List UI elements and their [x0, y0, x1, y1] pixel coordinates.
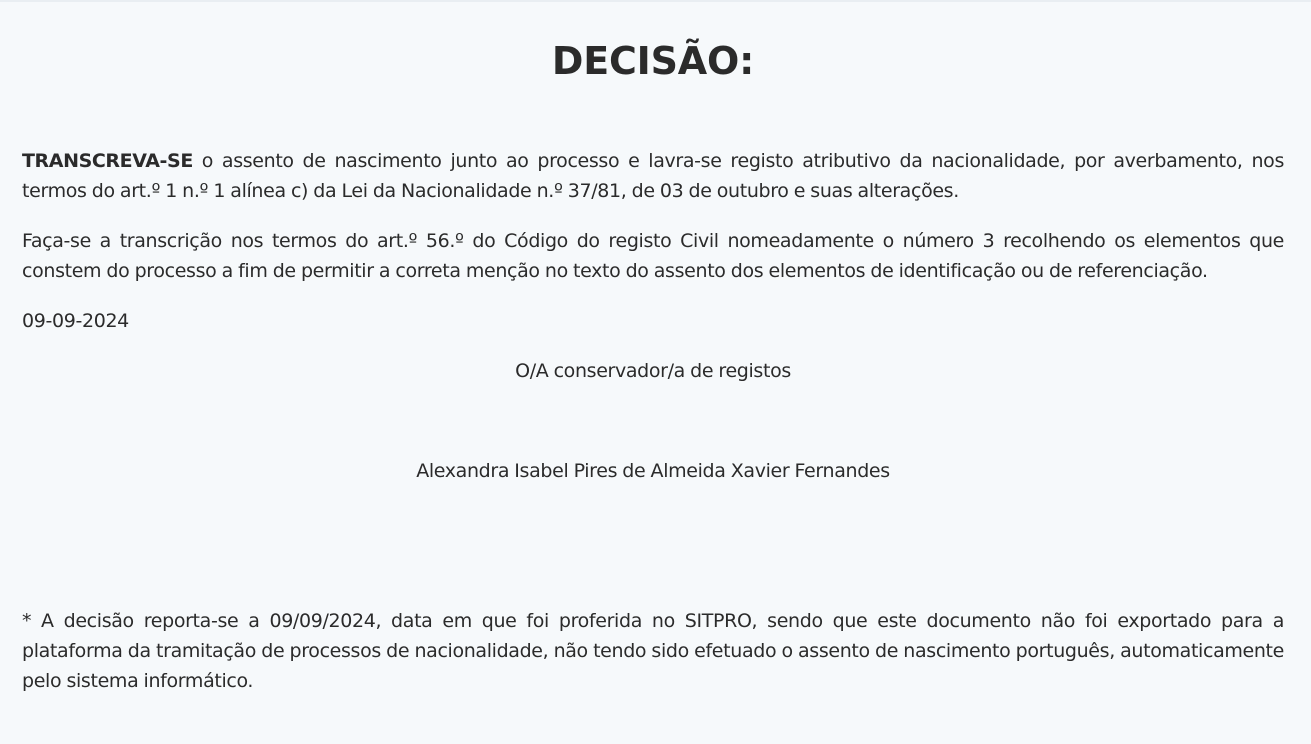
- decision-date: 09-09-2024: [22, 310, 129, 332]
- signatory-name: Alexandra Isabel Pires de Almeida Xavier Fernandes: [416, 460, 890, 482]
- transcription-instructions-paragraph: Faça-se a transcrição nos termos do art.º 56.º do Código do registo Civil nomeadamente o número 3 recolhendo os elementos que constem do processo a fim de permitir a correta menção no texto do assento dos elementos de identificação ou de referenciação.: [22, 230, 1284, 282]
- transcription-paragraph: [22, 146, 1284, 206]
- transcription-lead: TRANSCREVA-SE: [22, 150, 193, 172]
- transcription-text: o assento de nascimento junto ao processo e lavra-se registo atributivo da nacionalidade, por averbamento, nos termos do art.º 1 n.º 1 alínea c) da Lei da Nacionalidade n.º 37/81, de 03 de outubro e suas alterações.: [22, 150, 1284, 202]
- signatory-role: O/A conservador/a de registos: [515, 360, 791, 382]
- document-title: DECISÃO:: [551, 39, 755, 83]
- footnote: * A decisão reporta-se a 09/09/2024, data em que foi proferida no SITPRO, sendo que este documento não foi exportado para a plataforma da tramitação de processos de nacionalidade, não tendo sido efetuado o assento de nascimento português, automaticamente pelo sistema informático.: [22, 610, 1284, 692]
- decision-document: [22, 39, 1284, 696]
- top-divider: [0, 0, 1311, 2]
